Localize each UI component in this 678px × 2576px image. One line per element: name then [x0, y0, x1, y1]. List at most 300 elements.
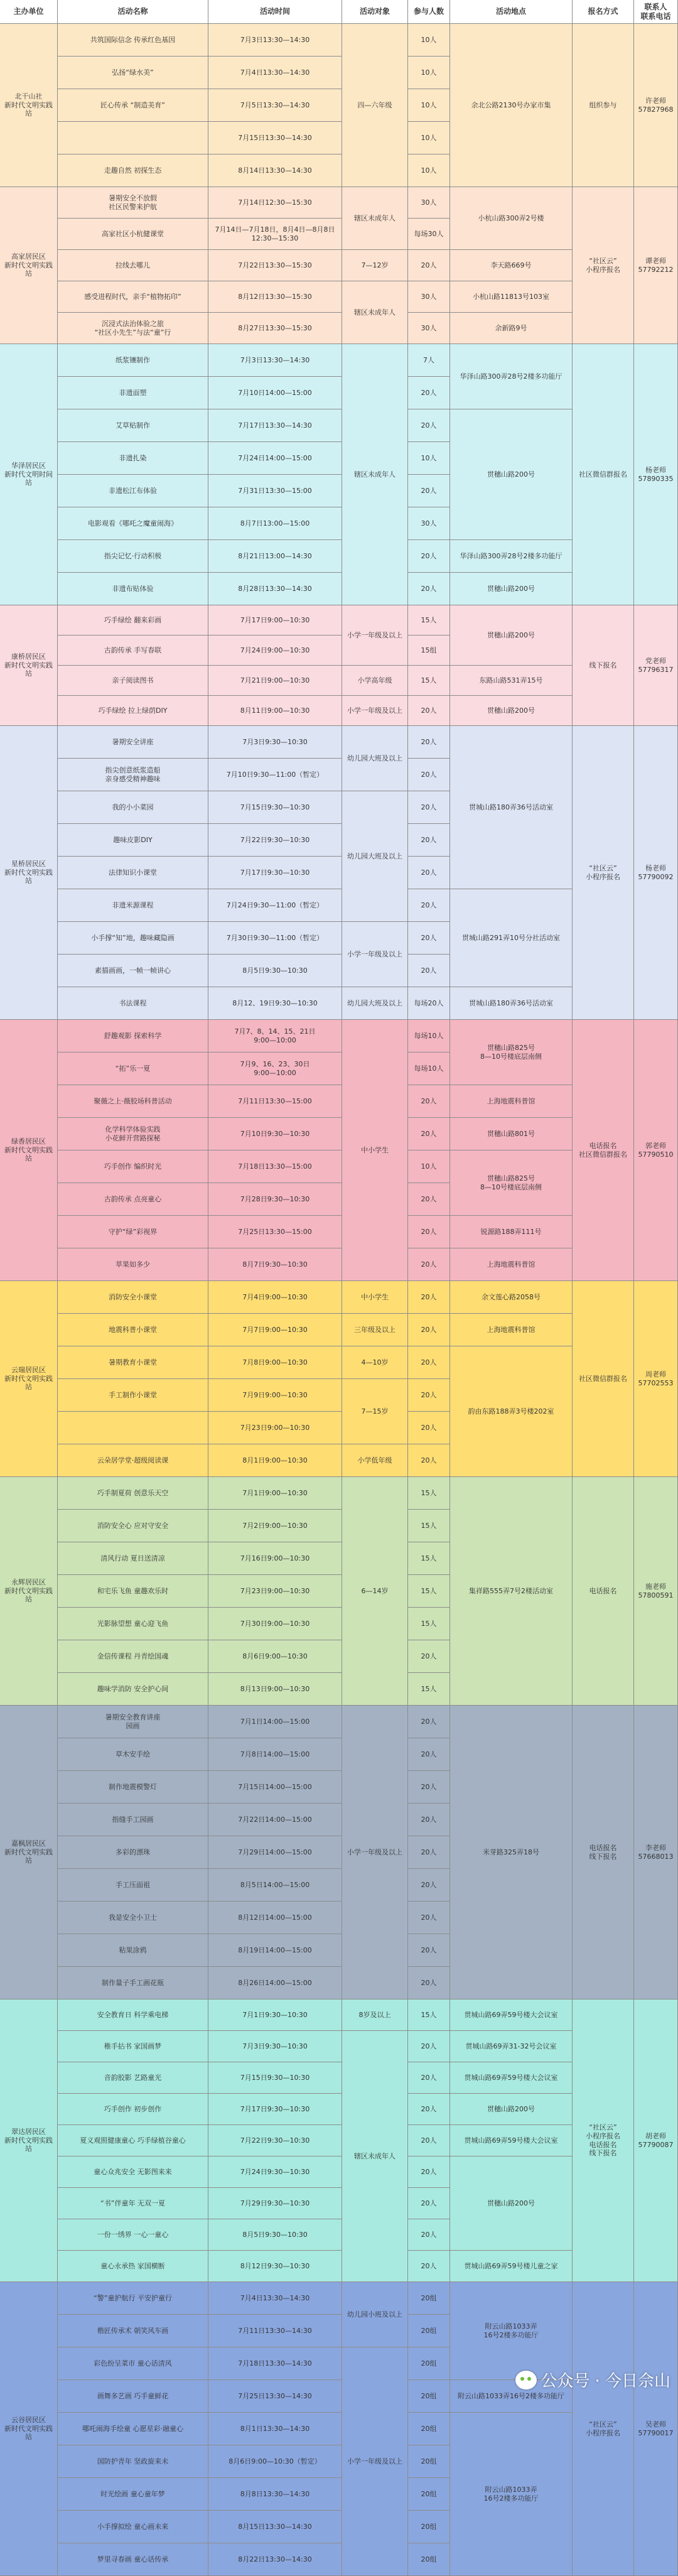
- activity-time-cell: 7月22日9:30—10:30: [208, 824, 342, 857]
- activity-time-cell: 8月12日13:30—15:30: [208, 281, 342, 313]
- participant-count-cell: 20人: [408, 1085, 450, 1118]
- participant-count-cell: 15组: [408, 636, 450, 666]
- header-cell: 活动时间: [208, 0, 342, 24]
- participant-count-cell: 20人: [408, 1444, 450, 1477]
- organizer-cell: 绿香居民区 新时代文明实践站: [0, 1020, 58, 1281]
- activity-name-cell: 楷匠传承术 朝笑风车画: [58, 2315, 208, 2347]
- location-cell: 东路山路531弄15号: [450, 666, 573, 696]
- header-cell: 联系人 联系电话: [634, 0, 678, 24]
- activity-time-cell: 7月24日9:30—11:00（暂定）: [208, 889, 342, 922]
- location-cell: 余北公路2130号办家市集: [450, 24, 573, 187]
- activity-time-cell: 7月14日12:30—15:30: [208, 187, 342, 219]
- activity-time-cell: 7月25日13:30—14:30: [208, 2380, 342, 2413]
- activity-time-cell: 7月15日14:00—15:00: [208, 1771, 342, 1804]
- participant-count-cell: 20人: [408, 2031, 450, 2062]
- header-cell: 参与人数: [408, 0, 450, 24]
- activity-time-cell: 7月3日9:30—10:30: [208, 726, 342, 759]
- activity-time-cell: 8月22日13:30—14:30: [208, 2543, 342, 2576]
- participant-count-cell: 20人: [408, 1281, 450, 1314]
- activity-name-cell: 制作地震模警灯: [58, 1771, 208, 1804]
- activity-name-cell: 暑期教育小课堂: [58, 1346, 208, 1379]
- activity-time-cell: 7月7、8、14、15、21日 9:00—10:00: [208, 1020, 342, 1053]
- activity-name-cell: 非遗扎染: [58, 442, 208, 475]
- activity-name-cell: 光影脉望想 童心迎飞鱼: [58, 1608, 208, 1640]
- signup-method-cell: 线下报名: [573, 605, 634, 726]
- location-cell: 锐源路188弄111号: [450, 1216, 573, 1248]
- location-cell: 贯穗山路200号: [450, 409, 573, 540]
- participant-count-cell: 20人: [408, 2062, 450, 2094]
- location-cell: 集祥路555弄7号2楼活动室: [450, 1477, 573, 1706]
- participant-count-cell: 15人: [408, 1542, 450, 1575]
- participant-count-cell: 20人: [408, 2251, 450, 2282]
- organizer-cell: 翠达居民区 新时代文明实践站: [0, 2000, 58, 2282]
- location-cell: 上海地震科普馆: [450, 1248, 573, 1281]
- activity-time-cell: 8月26日14:00—15:00: [208, 1967, 342, 2000]
- participant-count-cell: 10人: [408, 154, 450, 187]
- activity-time-cell: 8月14日13:30—14:30: [208, 154, 342, 187]
- activity-time-cell: 7月14日—7月18日，8月4日—8月8日 12:30—15:30: [208, 219, 342, 250]
- participant-count-cell: 每场30人: [408, 219, 450, 250]
- activity-name-cell: [58, 122, 208, 154]
- organizer-cell: 云瑞居民区 新时代文明实践站: [0, 1281, 58, 1477]
- activity-time-cell: 8月1日13:30—14:30: [208, 2413, 342, 2445]
- location-cell: 附云山路1033弄16号2楼多功能厅: [450, 2380, 573, 2413]
- activity-time-cell: 7月28日9:30—10:30: [208, 1183, 342, 1216]
- activity-name-cell: 和宅乐飞鱼 童趣欢乐时: [58, 1575, 208, 1608]
- activity-name-cell: 共筑国际信念 传承红色基因: [58, 24, 208, 57]
- activity-time-cell: 7月4日13:30—14:30: [208, 57, 342, 89]
- participant-count-cell: 20人: [408, 2125, 450, 2157]
- participant-count-cell: 30人: [408, 281, 450, 313]
- participant-count-cell: 20人: [408, 791, 450, 824]
- signup-method-cell: 电话报名 社区微信群报名: [573, 1020, 634, 1281]
- organizer-cell: 北干山社 新时代文明实践站: [0, 24, 58, 187]
- contact-cell: 党老师 57796317: [634, 605, 678, 726]
- activity-name-cell: 巧手制夏荷 创意乐天空: [58, 1477, 208, 1510]
- signup-method-cell: “社区云” 小程序报名: [573, 2282, 634, 2576]
- activity-name-cell: 非遗松江布体验: [58, 475, 208, 507]
- contact-cell: 周老师 57702553: [634, 1281, 678, 1477]
- location-cell: 上海地震科普馆: [450, 1085, 573, 1118]
- activity-time-cell: 7月17日9:00—10:30: [208, 605, 342, 636]
- contact-cell: 杨老师 57790092: [634, 726, 678, 1020]
- target-audience-cell: 小学低年级: [342, 1444, 408, 1477]
- activity-name-cell: 画舞多艺画 巧手童鲜花: [58, 2380, 208, 2413]
- activity-time-cell: 7月15日9:30—10:30: [208, 2062, 342, 2094]
- activity-time-cell: 7月18日13:30—14:30: [208, 2347, 342, 2380]
- header-cell: 活动地点: [450, 0, 573, 24]
- activity-name-cell: 拉线去哪儿: [58, 250, 208, 281]
- activity-name-cell: 手工压面祖: [58, 1869, 208, 1902]
- activity-time-cell: 7月23日9:00—10:30: [208, 1575, 342, 1608]
- contact-cell: 许老师 57827968: [634, 24, 678, 187]
- activity-name-cell: 巧手绿绘 翻来彩画: [58, 605, 208, 636]
- location-cell: 华泽山路300弄28号2楼多功能厅: [450, 344, 573, 409]
- location-cell: 余文莲心路2058号: [450, 1281, 573, 1314]
- participant-count-cell: 每场10人: [408, 1020, 450, 1053]
- location-cell: 贯城山路291弄10号分社活动室: [450, 889, 573, 987]
- activity-time-cell: 7月3日13:30—14:30: [208, 344, 342, 377]
- participant-count-cell: 20人: [408, 1902, 450, 1934]
- target-audience-cell: 三年级及以上: [342, 1314, 408, 1346]
- activity-name-cell: 化学科学体验实践 小花鲜开营路探秘: [58, 1118, 208, 1150]
- organizer-cell: 高家居民区 新时代文明实践站: [0, 187, 58, 344]
- participant-count-cell: 20人: [408, 2188, 450, 2219]
- contact-cell: 李老师 57668013: [634, 1706, 678, 2000]
- activity-name-cell: 地震科普小课堂: [58, 1314, 208, 1346]
- location-cell: 附云山路1033弄 16号2楼多功能厅: [450, 2413, 573, 2576]
- participant-count-cell: 20人: [408, 475, 450, 507]
- signup-method-cell: “社区云” 小程序报名: [573, 187, 634, 344]
- participant-count-cell: 7人: [408, 344, 450, 377]
- target-audience-cell: 小学一年级及以上: [342, 696, 408, 726]
- activity-name-cell: 电影观看《哪吒之魔童闹海》: [58, 507, 208, 540]
- activity-time-cell: 7月24日9:00—10:30: [208, 636, 342, 666]
- activity-time-cell: 7月22日14:00—15:00: [208, 1804, 342, 1836]
- activity-name-cell: 古韵传承 手写春联: [58, 636, 208, 666]
- activity-time-cell: 8月7日13:00—15:00: [208, 507, 342, 540]
- activity-name-cell: 巧手创作 初步创作: [58, 2094, 208, 2125]
- activity-time-cell: 7月1日14:00—15:00: [208, 1706, 342, 1738]
- activity-time-cell: 8月28日13:30—14:30: [208, 573, 342, 605]
- organizer-cell: 云谷居民区 新时代文明实践站: [0, 2282, 58, 2576]
- participant-count-cell: 15人: [408, 1575, 450, 1608]
- participant-count-cell: 20组: [408, 2315, 450, 2347]
- location-cell: 贯穗山路825号 8—10号楼底层南侧: [450, 1020, 573, 1085]
- participant-count-cell: 20人: [408, 1314, 450, 1346]
- activity-name-cell: 暑期安全讲座: [58, 726, 208, 759]
- activity-name-cell: 古韵传承 点亮童心: [58, 1183, 208, 1216]
- participant-count-cell: 20组: [408, 2543, 450, 2576]
- contact-cell: 谭老师 57792212: [634, 187, 678, 344]
- participant-count-cell: 20人: [408, 726, 450, 759]
- participant-count-cell: 10人: [408, 89, 450, 122]
- signup-method-cell: 电话报名 线下报名: [573, 1706, 634, 2000]
- location-cell: 贯穗山路825号 8—10号楼底层南侧: [450, 1150, 573, 1216]
- activity-name-cell: 趣味学消防 安全护心间: [58, 1673, 208, 1706]
- activity-time-cell: 8月13日9:00—10:30: [208, 1673, 342, 1706]
- location-cell: 贯城山路180弄36号活动室: [450, 726, 573, 889]
- activity-name-cell: 制作量子手工画花瓶: [58, 1967, 208, 2000]
- target-audience-cell: 辖区未成年人: [342, 2031, 408, 2282]
- activity-name-cell: 安全教育日 科学乘电梯: [58, 2000, 208, 2031]
- activity-time-cell: 7月23日9:00—10:30: [208, 1412, 342, 1444]
- location-cell: 贯穗山路200号: [450, 2094, 573, 2125]
- activity-name-cell: 指尖创意纸浆造船 亲身感受精神趣味: [58, 759, 208, 791]
- activity-time-cell: 7月29日9:30—10:30: [208, 2188, 342, 2219]
- location-cell: 贯城山路180弄36号活动室: [450, 987, 573, 1020]
- activity-time-cell: 7月25日13:30—15:00: [208, 1216, 342, 1248]
- participant-count-cell: 20组: [408, 2478, 450, 2511]
- activity-name-cell: 纸浆镶制作: [58, 344, 208, 377]
- activity-name-cell: “警”童护航行 平安护童行: [58, 2282, 208, 2315]
- organizer-cell: 星桥居民区 新时代文明实践站: [0, 726, 58, 1020]
- participant-count-cell: 15人: [408, 1673, 450, 1706]
- target-audience-cell: 小学一年级及以上: [342, 922, 408, 987]
- activity-time-cell: 7月11日13:30—14:30: [208, 2315, 342, 2347]
- activity-name-cell: 巧手创作 编织时光: [58, 1150, 208, 1183]
- target-audience-cell: 中小学生: [342, 1020, 408, 1281]
- activity-name-cell: 弘扬“绿水美”: [58, 57, 208, 89]
- activity-time-cell: 7月1日9:00—10:30: [208, 1477, 342, 1510]
- target-audience-cell: 幼儿园小班及以上: [342, 2282, 408, 2347]
- participant-count-cell: 15人: [408, 666, 450, 696]
- activity-time-cell: 8月5日14:00—15:00: [208, 1869, 342, 1902]
- participant-count-cell: 20人: [408, 1836, 450, 1869]
- activity-name-cell: 清风行动 夏日送清凉: [58, 1542, 208, 1575]
- activity-time-cell: 7月15日13:30—14:30: [208, 122, 342, 154]
- activity-time-cell: 7月9、16、23、30日 9:00—10:00: [208, 1053, 342, 1085]
- activity-name-cell: 我是安全小卫士: [58, 1902, 208, 1934]
- location-cell: 小杭山路11813号103室: [450, 281, 573, 313]
- activity-name-cell: 草木安手绘: [58, 1738, 208, 1771]
- activity-time-cell: 7月2日9:00—10:30: [208, 1510, 342, 1542]
- activity-name-cell: 夏义观照健康童心 巧手绿植谷童心: [58, 2125, 208, 2157]
- activity-name-cell: 童心永承热 家国横断: [58, 2251, 208, 2282]
- participant-count-cell: 20人: [408, 889, 450, 922]
- activity-name-cell: 舒趣观影 探索科学: [58, 1020, 208, 1053]
- target-audience-cell: 辖区未成年人: [342, 344, 408, 605]
- activity-time-cell: 7月21日9:00—10:30: [208, 666, 342, 696]
- participant-count-cell: 20人: [408, 1412, 450, 1444]
- activity-time-cell: 8月6日9:00—10:30: [208, 1640, 342, 1673]
- activity-name-cell: 匠心传承 “制造美育”: [58, 89, 208, 122]
- activity-time-cell: 7月5日13:30—14:30: [208, 89, 342, 122]
- header-cell: 报名方式: [573, 0, 634, 24]
- activity-name-cell: 高家社区小杭健课堂: [58, 219, 208, 250]
- participant-count-cell: 10人: [408, 122, 450, 154]
- participant-count-cell: 20人: [408, 1346, 450, 1379]
- activity-name-cell: 哪吒闹海手绘童 心愿星彩·融童心: [58, 2413, 208, 2445]
- activity-time-cell: 7月31日13:30—15:00: [208, 475, 342, 507]
- activity-name-cell: 暑期安全不放假 社区民警来护航: [58, 187, 208, 219]
- activity-name-cell: 金信传课程 丹青绘国魂: [58, 1640, 208, 1673]
- participant-count-cell: 20人: [408, 824, 450, 857]
- target-audience-cell: 8岁及以上: [342, 2000, 408, 2031]
- contact-cell: 郭老师 57790510: [634, 1020, 678, 1281]
- activity-name-cell: 萃果如多少: [58, 1248, 208, 1281]
- activity-time-cell: 8月5日9:30—10:30: [208, 955, 342, 987]
- participant-count-cell: 20人: [408, 1804, 450, 1836]
- participant-count-cell: 20人: [408, 696, 450, 726]
- participant-count-cell: 20人: [408, 1706, 450, 1738]
- location-cell: 上海地震科普馆: [450, 1314, 573, 1346]
- participant-count-cell: 20人: [408, 955, 450, 987]
- activity-name-cell: 童心众兆安全 无影图来来: [58, 2157, 208, 2188]
- participant-count-cell: 20人: [408, 2219, 450, 2251]
- participant-count-cell: 30人: [408, 507, 450, 540]
- signup-method-cell: “社区云” 小程序报名 电话报名 线下报名: [573, 2000, 634, 2282]
- location-cell: 贯穗山路200号: [450, 573, 573, 605]
- activity-time-cell: 8月1日9:00—10:30: [208, 1444, 342, 1477]
- activity-time-cell: 7月9日9:00—10:30: [208, 1379, 342, 1412]
- location-cell: 华泽山路300弄28号2楼多功能厅: [450, 540, 573, 573]
- target-audience-cell: 小学一年级及以上: [342, 1706, 408, 2000]
- participant-count-cell: 20人: [408, 759, 450, 791]
- participant-count-cell: 每场20人: [408, 987, 450, 1020]
- location-cell: 贯城山路69弄31-32号会议室: [450, 2031, 573, 2062]
- activity-time-cell: 8月12、19日9:30—10:30: [208, 987, 342, 1020]
- header-cell: 活动名称: [58, 0, 208, 24]
- participant-count-cell: 20人: [408, 1216, 450, 1248]
- location-cell: 米芽路325弄18号: [450, 1706, 573, 2000]
- activity-name-cell: 一份一绣界 一心一童心: [58, 2219, 208, 2251]
- watermark-text: 公众号 · 今日佘山: [541, 2372, 670, 2391]
- location-cell: 贯城山路69弄59号楼大会议室: [450, 2000, 573, 2031]
- activity-time-cell: 8月7日9:30—10:30: [208, 1248, 342, 1281]
- activity-name-cell: 消防安全心 应对守安全: [58, 1510, 208, 1542]
- participant-count-cell: 每场10人: [408, 1053, 450, 1085]
- participant-count-cell: 15人: [408, 1608, 450, 1640]
- activity-time-cell: 7月22日13:30—15:30: [208, 250, 342, 281]
- activity-name-cell: 粘果涂鸦: [58, 1934, 208, 1967]
- activity-time-cell: 7月30日9:00—10:30: [208, 1608, 342, 1640]
- activity-name-cell: 小手撑拟绘 童心画未来: [58, 2511, 208, 2543]
- activity-name-cell: 多彩的漂珠: [58, 1836, 208, 1869]
- location-cell: 韵由东路188弄3号楼202室: [450, 1346, 573, 1477]
- target-audience-cell: 辖区未成年人: [342, 187, 408, 250]
- activity-time-cell: 7月24日9:30—10:30: [208, 2157, 342, 2188]
- participant-count-cell: 20人: [408, 1934, 450, 1967]
- activity-time-cell: 8月19日14:00—15:00: [208, 1934, 342, 1967]
- activity-name-cell: 守护“绿”彩视界: [58, 1216, 208, 1248]
- activity-name-cell: “拓”乐一夏: [58, 1053, 208, 1085]
- activity-time-cell: 8月5日9:30—10:30: [208, 2219, 342, 2251]
- location-cell: 附云山路1033弄 16号2楼多功能厅: [450, 2282, 573, 2380]
- location-cell: 贯穗山路801号: [450, 1118, 573, 1150]
- participant-count-cell: 10人: [408, 1150, 450, 1183]
- participant-count-cell: 30人: [408, 187, 450, 219]
- location-cell: 余新路9号: [450, 313, 573, 344]
- activity-name-cell: 云朵居学堂·超级阅读课: [58, 1444, 208, 1477]
- activity-name-cell: 趣味皮影DIY: [58, 824, 208, 857]
- participant-count-cell: 20组: [408, 2445, 450, 2478]
- contact-cell: 吴老师 57790017: [634, 2282, 678, 2576]
- activity-time-cell: 8月12日9:30—10:30: [208, 2251, 342, 2282]
- activity-time-cell: 7月10日9:30—10:30: [208, 1118, 342, 1150]
- participant-count-cell: 20人: [408, 1738, 450, 1771]
- activity-name-cell: 我的小小菜园: [58, 791, 208, 824]
- participant-count-cell: 20人: [408, 1640, 450, 1673]
- activity-name-cell: 稚手拈书 家国画梦: [58, 2031, 208, 2062]
- participant-count-cell: 20组: [408, 2413, 450, 2445]
- participant-count-cell: 20人: [408, 1183, 450, 1216]
- header-cell: 活动对象: [342, 0, 408, 24]
- participant-count-cell: 10人: [408, 24, 450, 57]
- activity-time-cell: 7月17日13:30—14:30: [208, 409, 342, 442]
- signup-method-cell: 社区微信群报名: [573, 1281, 634, 1477]
- activity-name-cell: 暑期安全教育讲座 园画: [58, 1706, 208, 1738]
- watermark: [515, 2368, 670, 2391]
- contact-cell: 施老师 57800591: [634, 1477, 678, 1706]
- location-cell: 贯穗山路200号: [450, 605, 573, 666]
- activity-name-cell: 时光绘画 童心童年梦: [58, 2478, 208, 2511]
- location-cell: 贯城山路69弄59号楼儿童之家: [450, 2251, 573, 2282]
- activity-time-cell: 7月10日14:00—15:00: [208, 377, 342, 409]
- activity-name-cell: 感受进程时代，亲手“植物拓印”: [58, 281, 208, 313]
- participant-count-cell: 20人: [408, 377, 450, 409]
- activity-time-cell: 8月27日13:30—15:30: [208, 313, 342, 344]
- signup-method-cell: 电话报名: [573, 1477, 634, 1706]
- activity-name-cell: 非遗米源课程: [58, 889, 208, 922]
- activity-time-cell: 7月17日9:30—10:30: [208, 2094, 342, 2125]
- participant-count-cell: 20人: [408, 409, 450, 442]
- activity-name-cell: “书”伴童年 无双一夏: [58, 2188, 208, 2219]
- activity-time-cell: 8月11日9:00—10:30: [208, 696, 342, 726]
- location-cell: 贯城山路69弄59号楼大会议室: [450, 2125, 573, 2157]
- target-audience-cell: 7—12岁: [342, 250, 408, 281]
- organizer-cell: 康桥居民区 新时代文明实践站: [0, 605, 58, 726]
- location-cell: 贯城山路69弄59号楼大会议室: [450, 2062, 573, 2094]
- activity-name-cell: 走趣自然 初探生态: [58, 154, 208, 187]
- participant-count-cell: 20组: [408, 2380, 450, 2413]
- activity-name-cell: 梦里寻春画 童心话传承: [58, 2543, 208, 2576]
- location-cell: 李天路669号: [450, 250, 573, 281]
- activity-name-cell: 书法课程: [58, 987, 208, 1020]
- participant-count-cell: 10人: [408, 442, 450, 475]
- participant-count-cell: 10人: [408, 57, 450, 89]
- participant-count-cell: 20人: [408, 2157, 450, 2188]
- target-audience-cell: 4—10岁: [342, 1346, 408, 1379]
- target-audience-cell: 小学一年级及以上: [342, 2347, 408, 2576]
- target-audience-cell: 幼儿园大班及以上: [342, 987, 408, 1020]
- participant-count-cell: 20人: [408, 250, 450, 281]
- signup-method-cell: 组织参与: [573, 24, 634, 187]
- activity-time-cell: 7月11日13:30—15:00: [208, 1085, 342, 1118]
- organizer-cell: 华泽居民区 新时代文明时间站: [0, 344, 58, 605]
- activity-time-cell: 8月6日9:00—10:30（暂定）: [208, 2445, 342, 2478]
- participant-count-cell: 20人: [408, 573, 450, 605]
- participant-count-cell: 20组: [408, 2511, 450, 2543]
- activity-name-cell: 非遗布贴体验: [58, 573, 208, 605]
- participant-count-cell: 20人: [408, 1771, 450, 1804]
- activity-name-cell: 小手撑“知”地，趣味藏隐画: [58, 922, 208, 955]
- wechat-icon: [515, 2371, 537, 2389]
- activity-time-cell: 7月24日14:00—15:00: [208, 442, 342, 475]
- target-audience-cell: 小学高年级: [342, 666, 408, 696]
- activity-name-cell: 巧手绿绘 拉上绿荫DIY: [58, 696, 208, 726]
- participant-count-cell: 20人: [408, 2094, 450, 2125]
- participant-count-cell: 20人: [408, 540, 450, 573]
- activity-time-cell: 7月22日9:30—10:30: [208, 2125, 342, 2157]
- activity-name-cell: 素描画画，一帧一帧讲心: [58, 955, 208, 987]
- activity-name-cell: 消防安全小课堂: [58, 1281, 208, 1314]
- participant-count-cell: 15人: [408, 605, 450, 636]
- activity-name-cell: 聚薇之上·薇胶场科普活动: [58, 1085, 208, 1118]
- location-cell: 贯穗山路200号: [450, 696, 573, 726]
- activity-time-cell: 8月21日13:00—14:30: [208, 540, 342, 573]
- target-audience-cell: 幼儿园大班及以上: [342, 791, 408, 922]
- contact-cell: 杨老师 57890335: [634, 344, 678, 605]
- activity-time-cell: 7月29日14:00—15:00: [208, 1836, 342, 1869]
- target-audience-cell: 7—15岁: [342, 1379, 408, 1444]
- activity-name-cell: 法律知识小课堂: [58, 857, 208, 889]
- activity-time-cell: 7月8日9:00—10:30: [208, 1346, 342, 1379]
- activity-time-cell: 8月15日13:30—14:30: [208, 2511, 342, 2543]
- participant-count-cell: 15人: [408, 1477, 450, 1510]
- organizer-cell: 嘉枫居民区 新时代文明实践站: [0, 1706, 58, 2000]
- participant-count-cell: 20人: [408, 1248, 450, 1281]
- activity-time-cell: 7月3日13:30—14:30: [208, 24, 342, 57]
- target-audience-cell: 四—六年级: [342, 24, 408, 187]
- target-audience-cell: 辖区未成年人: [342, 281, 408, 344]
- target-audience-cell: 小学一年级及以上: [342, 605, 408, 666]
- activity-time-cell: 7月4日13:30—14:30: [208, 2282, 342, 2315]
- activity-time-cell: 7月18日13:30—15:00: [208, 1150, 342, 1183]
- activity-name-cell: [58, 1412, 208, 1444]
- participant-count-cell: 20人: [408, 1967, 450, 2000]
- target-audience-cell: 幼儿园大班及以上: [342, 726, 408, 791]
